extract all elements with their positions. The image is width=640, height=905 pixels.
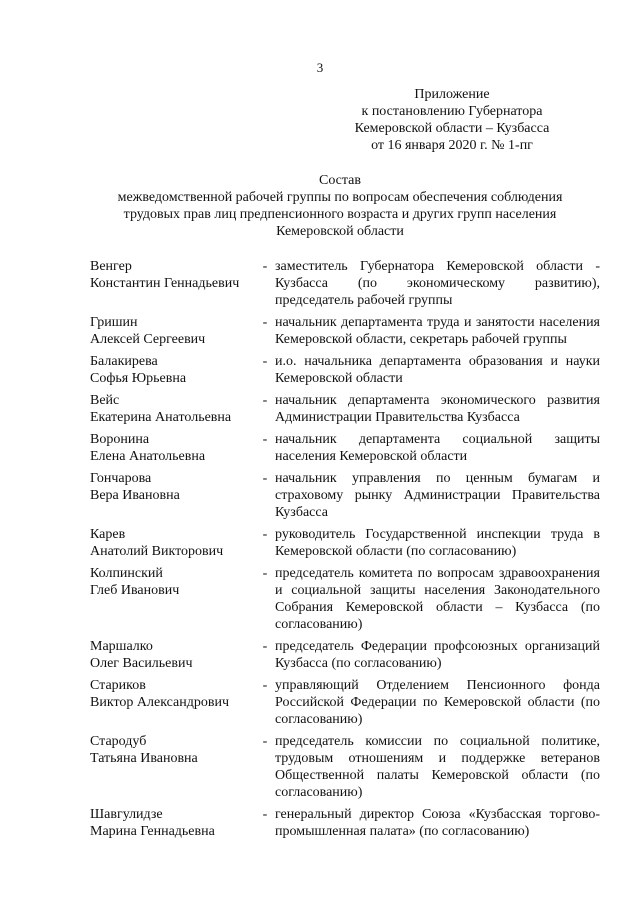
member-row <box>90 526 600 560</box>
member-given-names: Марина Геннадьевна <box>90 824 215 839</box>
appendix-line: к постановлению Губернатора <box>361 104 543 119</box>
member-surname: Воронина <box>90 432 150 447</box>
member-surname: Карев <box>90 527 126 542</box>
member-surname: Балакирева <box>90 354 158 369</box>
document-title <box>100 172 580 240</box>
member-name <box>90 806 255 840</box>
member-given-names: Виктор Александрович <box>90 695 230 710</box>
member-surname: Стариков <box>90 678 146 693</box>
member-role: начальник департамента экономического развития Администрации Правительства Кузбасса <box>275 393 600 425</box>
member-row <box>90 470 600 521</box>
member-role: и.о. начальника департамента образования и науки Кемеровской области <box>275 354 600 386</box>
member-given-names: Софья Юрьевна <box>90 371 187 386</box>
member-role: руководитель Государственной инспекции труда в Кемеровской области (по согласованию) <box>275 527 600 559</box>
page-number: 3 <box>316 60 324 75</box>
dash-separator: - <box>262 315 268 330</box>
dash-separator: - <box>262 393 268 408</box>
member-given-names: Вера Ивановна <box>90 488 180 503</box>
dash-separator: - <box>262 259 268 274</box>
member-name <box>90 526 255 560</box>
title-line: трудовых прав лиц предпенсионного возраста и других групп населения <box>123 207 557 222</box>
dash-separator: - <box>262 527 268 542</box>
member-given-names: Алексей Сергеевич <box>90 332 206 347</box>
member-row <box>90 431 600 465</box>
member-role: заместитель Губернатора Кемеровской области - Кузбасса (по экономическому развитию), председатель рабочей группы <box>275 259 600 308</box>
member-given-names: Елена Анатольевна <box>90 449 206 464</box>
member-given-names: Константин Геннадьевич <box>90 276 240 291</box>
member-role: генеральный директор Союза «Кузбасская торгово-промышленная палата» (по согласованию) <box>275 807 600 839</box>
member-name <box>90 733 255 801</box>
member-role: председатель комитета по вопросам здравоохранения и социальной защиты населения Законодательного Собрания Кемеровской области – Кузбасса (по согласованию) <box>275 566 600 632</box>
dash-separator: - <box>262 354 268 369</box>
member-surname: Шавгулидзе <box>90 807 163 822</box>
member-given-names: Анатолий Викторович <box>90 544 224 559</box>
member-surname: Гончарова <box>90 471 152 486</box>
member-name <box>90 677 255 728</box>
dash-separator: - <box>262 807 268 822</box>
appendix-line: Кемеровской области – Кузбасса <box>354 121 550 136</box>
dash-separator: - <box>262 432 268 447</box>
member-name <box>90 353 255 387</box>
member-row <box>90 806 600 840</box>
member-row <box>90 565 600 633</box>
member-row <box>90 638 600 672</box>
member-role: председатель Федерации профсоюзных организаций Кузбасса (по согласованию) <box>275 639 600 671</box>
member-surname: Венгер <box>90 259 132 274</box>
members-list <box>90 258 600 845</box>
appendix-line: от 16 января 2020 г. № 1-пг <box>371 138 533 153</box>
member-row <box>90 677 600 728</box>
dash-separator: - <box>262 678 268 693</box>
appendix-line: Приложение <box>414 87 490 102</box>
member-name <box>90 392 255 426</box>
title-line: Кемеровской области <box>276 224 404 239</box>
member-role: управляющий Отделением Пенсионного фонда Российской Федерации по Кемеровской области (по согласованию) <box>275 678 600 727</box>
member-given-names: Екатерина Анатольевна <box>90 410 232 425</box>
member-given-names: Олег Васильевич <box>90 656 193 671</box>
member-name <box>90 638 255 672</box>
member-row <box>90 258 600 309</box>
appendix-header <box>322 86 582 154</box>
member-surname: Маршалко <box>90 639 153 654</box>
member-surname: Колпинский <box>90 566 163 581</box>
member-surname: Вейс <box>90 393 120 408</box>
member-role: начальник департамента труда и занятости населения Кемеровской области, секретарь рабочей группы <box>275 315 600 347</box>
title-heading: Состав <box>318 173 361 188</box>
member-given-names: Глеб Иванович <box>90 583 180 598</box>
member-role: начальник управления по ценным бумагам и страховому рынку Администрации Правительства Кузбасса <box>275 471 600 520</box>
dash-separator: - <box>262 639 268 654</box>
member-name <box>90 565 255 633</box>
member-row <box>90 314 600 348</box>
member-role: начальник департамента социальной защиты населения Кемеровской области <box>275 432 600 464</box>
member-role: председатель комиссии по социальной политике, трудовым отношениям и поддержке ветеранов Общественной палаты Кемеровской области (по согласованию) <box>275 734 600 800</box>
dash-separator: - <box>262 566 268 581</box>
member-row <box>90 392 600 426</box>
member-surname: Гришин <box>90 315 138 330</box>
member-name <box>90 470 255 521</box>
member-row <box>90 733 600 801</box>
member-surname: Стародуб <box>90 734 147 749</box>
member-name <box>90 314 255 348</box>
dash-separator: - <box>262 734 268 749</box>
member-row <box>90 353 600 387</box>
member-name <box>90 258 255 309</box>
dash-separator: - <box>262 471 268 486</box>
title-line: межведомственной рабочей группы по вопросам обеспечения соблюдения <box>117 190 563 205</box>
member-name <box>90 431 255 465</box>
member-given-names: Татьяна Ивановна <box>90 751 198 766</box>
